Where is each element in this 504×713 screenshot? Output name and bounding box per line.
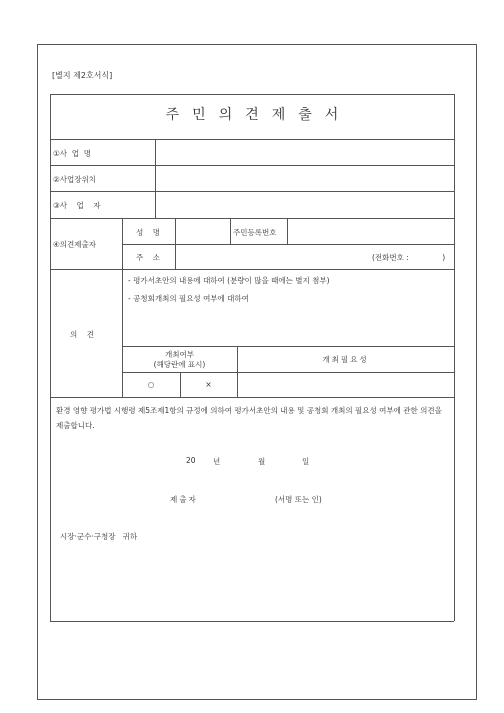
row-divider (122, 346, 454, 347)
row-divider (50, 165, 454, 166)
opinion-item-1: - 평가서초안의 내용에 대하여 (분량이 많을 때에는 별지 첨부) (128, 276, 330, 285)
necessity-label: 개최필요성 (322, 355, 369, 364)
date-year: 년 (213, 457, 221, 466)
form-number: [별지 제2호서식] (52, 71, 113, 80)
resident-number-label: 주민등록번호 (233, 228, 277, 237)
row-divider (50, 218, 454, 219)
address-label: 주 소 (136, 253, 161, 262)
date-month: 월 (258, 457, 266, 466)
opinion-item-2: - 공청회개최의 필요성 여부에 대하여 (128, 294, 249, 303)
row-divider (50, 191, 454, 192)
name-label: 성 명 (136, 228, 161, 237)
business-name-label: ①사 업 명 (53, 149, 91, 158)
row-divider (122, 244, 454, 245)
submitter-info-label: ④의견제출자 (53, 240, 96, 249)
page-title: 주민의견제출서 (165, 107, 352, 123)
operator-label: ③사 업 자 (53, 201, 101, 210)
row-divider (50, 397, 454, 398)
opinion-label: 의 견 (70, 330, 95, 339)
table-right-border (454, 94, 455, 621)
table-top-border (50, 94, 454, 95)
row-divider (50, 269, 454, 270)
statement-text: 환경 영향 평가법 시행령 제5조제1항의 규정에 의하여 평가서초안의 내용 및 공청회 개최의 필요성 여부에 관한 의견을 제출합니다. (56, 406, 442, 430)
phone-label: (전화번호 : ) (372, 253, 446, 262)
signature-label: (서명 또는 인) (275, 495, 322, 504)
col-divider (287, 218, 288, 244)
row-divider (50, 139, 454, 140)
date-day: 일 (302, 457, 310, 466)
yes-mark: ○ (147, 380, 155, 389)
business-location-label: ②사업장위치 (53, 175, 96, 184)
date-year-prefix: 20 (186, 456, 196, 465)
col-divider (230, 218, 231, 244)
hold-label-note: (해당란에 표시) (153, 360, 206, 369)
col-divider (122, 218, 123, 397)
col-divider (155, 139, 156, 218)
addressee: 시장·군수·구청장 귀하 (60, 532, 138, 541)
no-mark: × (205, 380, 212, 389)
table-bottom-border (50, 621, 454, 622)
submitter-label: 제출자 (170, 495, 198, 504)
hold-label: 개최여부 (165, 350, 194, 359)
row-divider (122, 372, 454, 373)
table-left-border (50, 94, 51, 621)
col-divider (175, 218, 176, 269)
